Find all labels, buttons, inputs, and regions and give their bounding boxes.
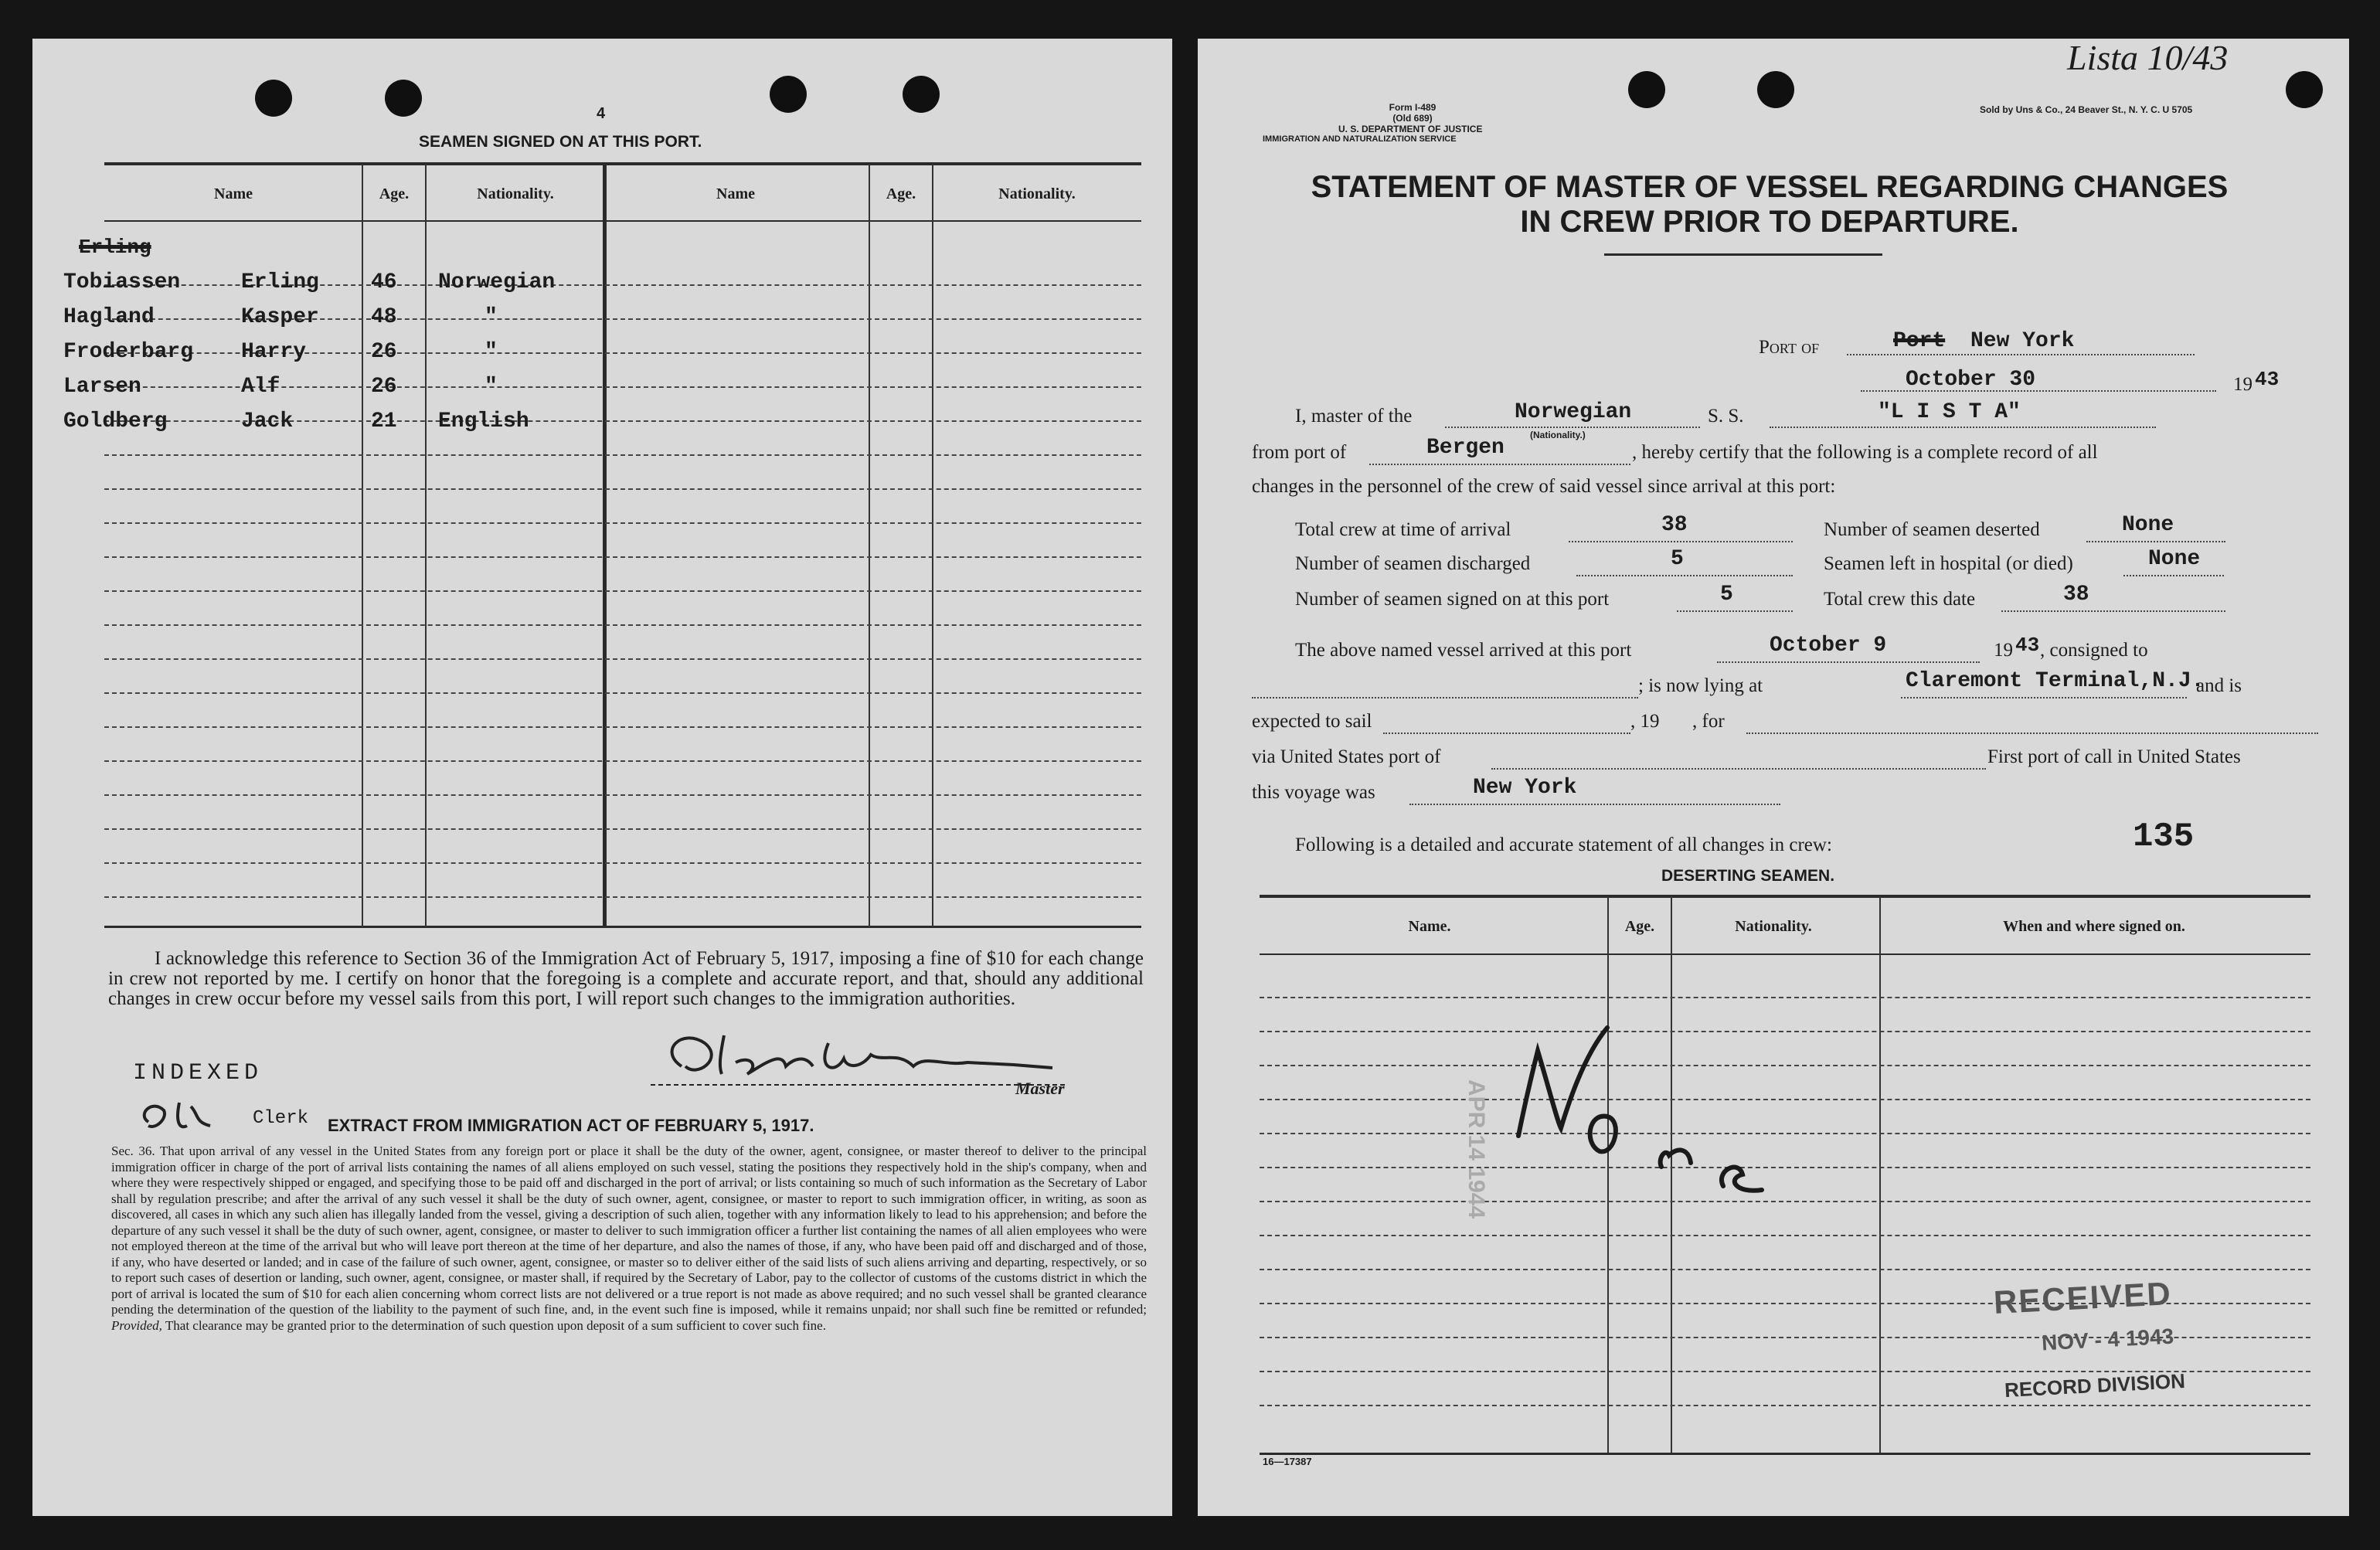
section-36-text xyxy=(111,1144,1147,1334)
left-page xyxy=(32,39,1172,1516)
row-line xyxy=(104,896,1141,898)
title-line-1: STATEMENT OF MASTER OF VESSEL REGARDING CHANGES xyxy=(1311,170,2229,204)
deserting-title: DESERTING SEAMEN. xyxy=(1661,867,1835,885)
received-date: NOV - 4 1943 xyxy=(2041,1324,2174,1355)
surname: Tobiassen xyxy=(63,270,181,294)
struck-entry: Erling xyxy=(79,236,151,259)
nationality-caption: (Nationality.) xyxy=(1530,430,1586,440)
master-signature xyxy=(651,1020,1068,1097)
age: 26 xyxy=(371,375,397,399)
lying-value: Claremont Terminal,N.J. xyxy=(1906,669,2205,693)
fill-line xyxy=(1445,427,1700,428)
indexed-stamp: INDEXED xyxy=(133,1060,264,1086)
center-divider xyxy=(603,164,607,927)
column-divider xyxy=(869,164,870,927)
nationality: English xyxy=(438,410,529,433)
deserted-label: Number of seamen deserted xyxy=(1824,519,2040,540)
row-line xyxy=(104,556,1141,558)
extract-title: EXTRACT FROM IMMIGRATION ACT OF FEBRUARY 5, 1917. xyxy=(328,1116,814,1135)
row-line xyxy=(104,624,1141,626)
section-title: SEAMEN SIGNED ON AT THIS PORT. xyxy=(419,133,702,151)
following-label: Following is a detailed and accurate statement of all changes in crew: xyxy=(1295,834,1832,855)
age: 26 xyxy=(371,340,397,364)
row-line xyxy=(104,794,1141,796)
table-top-rule xyxy=(104,162,1141,165)
section-tail: That clearance may be granted prior to the determination of such question upon deposit of a sum sufficient to cover such fine. xyxy=(165,1317,826,1333)
fill-line xyxy=(1569,541,1793,542)
nationality: Norwegian xyxy=(438,270,556,294)
row-line xyxy=(104,760,1141,762)
deserting-bottom-rule xyxy=(1260,1453,2310,1455)
row-line xyxy=(104,488,1141,490)
given-name: Kasper xyxy=(241,305,319,329)
this-voyage-value: New York xyxy=(1473,776,1577,800)
from-port-value: Bergen xyxy=(1426,436,1504,460)
col-nationality: Nationality. xyxy=(1735,918,1812,935)
col-nationality: Nationality. xyxy=(477,185,554,202)
arrived-label: The above named vessel arrived at this port xyxy=(1295,640,1632,661)
clerk-initials xyxy=(133,1091,226,1137)
row-line xyxy=(104,828,1141,830)
this-voyage-label: this voyage was xyxy=(1252,782,1375,803)
year-value: 43 xyxy=(2255,368,2280,391)
total-crew-date-label: Total crew this date xyxy=(1824,589,1976,610)
row-line xyxy=(1260,1405,2310,1406)
nationality-value: Norwegian xyxy=(1515,400,1632,424)
fill-line xyxy=(1369,464,1630,465)
vessel-name: "L I S T A" xyxy=(1878,400,2021,424)
lying-label: ; is now lying at xyxy=(1638,675,1763,696)
row-line xyxy=(104,692,1141,694)
col-signed-on: When and where signed on. xyxy=(2003,918,2185,935)
ss-label: S. S. xyxy=(1708,406,1744,427)
column-divider xyxy=(362,164,363,927)
handwritten-none xyxy=(1491,1004,1816,1205)
punch-hole xyxy=(1757,71,1794,108)
year-prefix: 19 xyxy=(2233,374,2252,395)
signed-on-label: Number of seamen signed on at this port xyxy=(1295,589,1610,610)
discharged-label: Number of seamen discharged xyxy=(1295,553,1531,574)
total-crew-arrival: 38 xyxy=(1661,513,1688,537)
punch-hole xyxy=(255,80,292,117)
right-page xyxy=(1198,39,2349,1516)
punch-hole xyxy=(770,76,807,113)
row-line xyxy=(104,454,1141,456)
punch-hole xyxy=(903,76,940,113)
surname: Larsen xyxy=(63,375,141,399)
fill-line xyxy=(1677,610,1793,612)
form-id: Form I-489 xyxy=(1389,102,1436,113)
fill-line xyxy=(1717,661,1980,663)
signed-on-value: 5 xyxy=(1720,583,1733,607)
age: 46 xyxy=(371,270,397,294)
column-divider xyxy=(932,164,933,927)
via-label: via United States port of xyxy=(1252,746,1441,767)
fill-line xyxy=(1901,697,2187,699)
nationality: " xyxy=(484,305,498,329)
arrived-year: 43 xyxy=(2015,634,2040,657)
master-label: Master xyxy=(1015,1079,1065,1098)
form-old: (Old 689) xyxy=(1392,113,1433,124)
fill-line xyxy=(1770,427,2156,428)
col-name-2: Name xyxy=(716,185,755,202)
column-divider xyxy=(425,164,427,927)
given-name: Alf xyxy=(241,375,280,399)
fill-line xyxy=(1383,733,1630,734)
col-age: Age. xyxy=(379,185,410,202)
footer-code: 16—17387 xyxy=(1263,1456,1312,1467)
hospital-value: None xyxy=(2148,547,2201,571)
deserting-head-rule xyxy=(1260,953,2310,955)
total-crew-date-value: 38 xyxy=(2063,583,2089,607)
row-line xyxy=(104,590,1141,592)
fill-line xyxy=(1576,575,1793,576)
and-is-label: and is xyxy=(2196,675,2242,696)
arrived-date: October 9 xyxy=(1770,634,1887,658)
received-stamp: RECEIVED xyxy=(1992,1274,2173,1321)
page-number: 4 xyxy=(597,105,606,122)
section-provided: Provided, xyxy=(111,1317,162,1333)
row-line xyxy=(1260,1269,2310,1270)
port-value: New York xyxy=(1970,329,2075,353)
given-name: Harry xyxy=(241,340,307,364)
given-name: Erling xyxy=(241,270,319,294)
col-name: Name. xyxy=(1408,918,1451,935)
fill-line xyxy=(1252,697,1638,699)
port-label: Port of xyxy=(1759,337,1820,358)
for-label: , for xyxy=(1692,711,1725,732)
table-head-rule xyxy=(104,220,1141,222)
deserting-top-rule xyxy=(1260,895,2310,898)
hospital-label: Seamen left in hospital (or died) xyxy=(1824,553,2073,574)
fill-line xyxy=(1491,768,1986,770)
col-name: Name xyxy=(214,185,253,202)
expected-year: , 19 xyxy=(1630,711,1660,732)
col-nationality-2: Nationality. xyxy=(998,185,1076,202)
fill-line xyxy=(1409,804,1780,805)
fill-line xyxy=(2086,541,2225,542)
service: IMMIGRATION AND NATURALIZATION SERVICE xyxy=(1263,134,1457,144)
surname: Goldberg xyxy=(63,410,168,433)
date-value: October 30 xyxy=(1906,368,2036,392)
row-line xyxy=(104,726,1141,728)
row-line xyxy=(1260,997,2310,998)
col-age: Age. xyxy=(1624,918,1655,935)
stamp-number: 135 xyxy=(2133,817,2195,856)
row-line xyxy=(1260,1235,2310,1236)
record-division: RECORD DIVISION xyxy=(2004,1368,2186,1402)
total-crew-arrival-label: Total crew at time of arrival xyxy=(1295,519,1511,540)
fill-line xyxy=(1746,733,2318,734)
port-struck: Port xyxy=(1893,329,1946,353)
section-label: Sec. 36. xyxy=(111,1144,155,1158)
age: 21 xyxy=(371,410,397,433)
consigned-label: , consigned to xyxy=(2040,640,2148,661)
seller-imprint: Sold by Uns & Co., 24 Beaver St., N. Y. C. U 5705 xyxy=(1980,104,2193,115)
age: 48 xyxy=(371,305,397,329)
expected-label: expected to sail xyxy=(1252,711,1372,732)
punch-hole xyxy=(385,80,422,117)
fill-line xyxy=(1847,354,2195,355)
certify-text: , hereby certify that the following is a complete record of all xyxy=(1632,442,2098,463)
department: U. S. DEPARTMENT OF JUSTICE xyxy=(1338,124,1483,134)
punch-hole xyxy=(2286,71,2323,108)
title-line-2: IN CREW PRIOR TO DEPARTURE. xyxy=(1520,205,2019,239)
arrived-year-prefix: 19 xyxy=(1994,640,2013,661)
fill-line xyxy=(2123,575,2224,576)
row-line xyxy=(104,658,1141,660)
nationality: " xyxy=(484,340,498,364)
certify-text-2: changes in the personnel of the crew of said vessel since arrival at this port: xyxy=(1252,476,1836,497)
section-body: That upon arrival of any vessel in the United States from any foreign port or place it shall be the duty of the owner, agent, consignee, or master thereof to deliver to the principal immigration officer in charge of the port of arrival lists containing the names of all aliens employed on such vessel, stating the positions they respectively hold in the ship's company, when and where they were respectively shipped or engaged, and specifying those to be paid off and discharged in the port of arrival; or lists containing so much of such information as the Secretary of Labor shall by regulation prescribe; and after the arrival of any such vessel it shall be the duty of such owner, agent, consignee, or master to report to such immigration officer, in writing, as soon as discovered, all cases in which any such alien has illegally landed from the vessel, giving a description of such alien, together with any information likely to lead to his apprehension; and before the departure of any such vessel it shall be the duty of such owner, agent, consignee, or master to deliver to such immigration officer a further list containing the names of all alien employees who were not employed thereon at the time of the arrival but who will leave port thereon at the time of her departure, and also the names of those, if any, who have been paid off and discharged and of those, if any, who have deserted or landed; and in case of the failure of such owner, agent, consignee, or master so to deliver either of the said lists of such aliens arriving and departing, respectively, or so to report such cases of desertion or landing, such owner, agent, consignee, or master shall, if required by the Secretary of Labor, pay to the collector of customs of the customs district in which the port of arrival is located the sum of $10 for each alien concerning whom correct lists are not delivered or a true report is not made as above required; and no such vessel shall be granted clearance pending the determination of the question of the liability to the payment of such fine, and, in the event such fine is imposed, while it remains unpaid; nor shall such fine be remitted or refunded; xyxy=(111,1144,1147,1317)
punch-hole xyxy=(1628,71,1665,108)
title-rule xyxy=(1604,253,1882,256)
deserted-value: None xyxy=(2122,513,2174,537)
nationality: " xyxy=(484,375,498,399)
given-name: Jack xyxy=(241,410,294,433)
row-line xyxy=(104,522,1141,524)
table-bottom-rule xyxy=(104,926,1141,928)
surname: Froderbarg xyxy=(63,340,194,364)
col-age-2: Age. xyxy=(886,185,916,202)
row-line xyxy=(104,862,1141,864)
handwritten-ref: Lista 10/43 xyxy=(2067,38,2229,77)
discharged-value: 5 xyxy=(1671,547,1684,571)
surname: Hagland xyxy=(63,305,155,329)
master-of-label: I, master of the xyxy=(1295,406,1413,427)
fill-line xyxy=(2001,610,2225,612)
acknowledgement-text: I acknowledge this reference to Section 36 of the Immigration Act of February 5, 1917, imposing a fine of $10 for each change in crew not reported by me. I certify on honor that the foregoing is a complete and accurate report, and that, should any additional changes in crew occur before my vessel sails from this port, I will report such changes to the immigration authorities. xyxy=(108,948,1144,1009)
faint-stamp: APR 14 1944 xyxy=(1464,1079,1490,1219)
clerk-label: Clerk xyxy=(253,1108,309,1129)
first-port-label: First port of call in United States xyxy=(1987,746,2241,767)
from-port-label: from port of xyxy=(1252,442,1347,463)
